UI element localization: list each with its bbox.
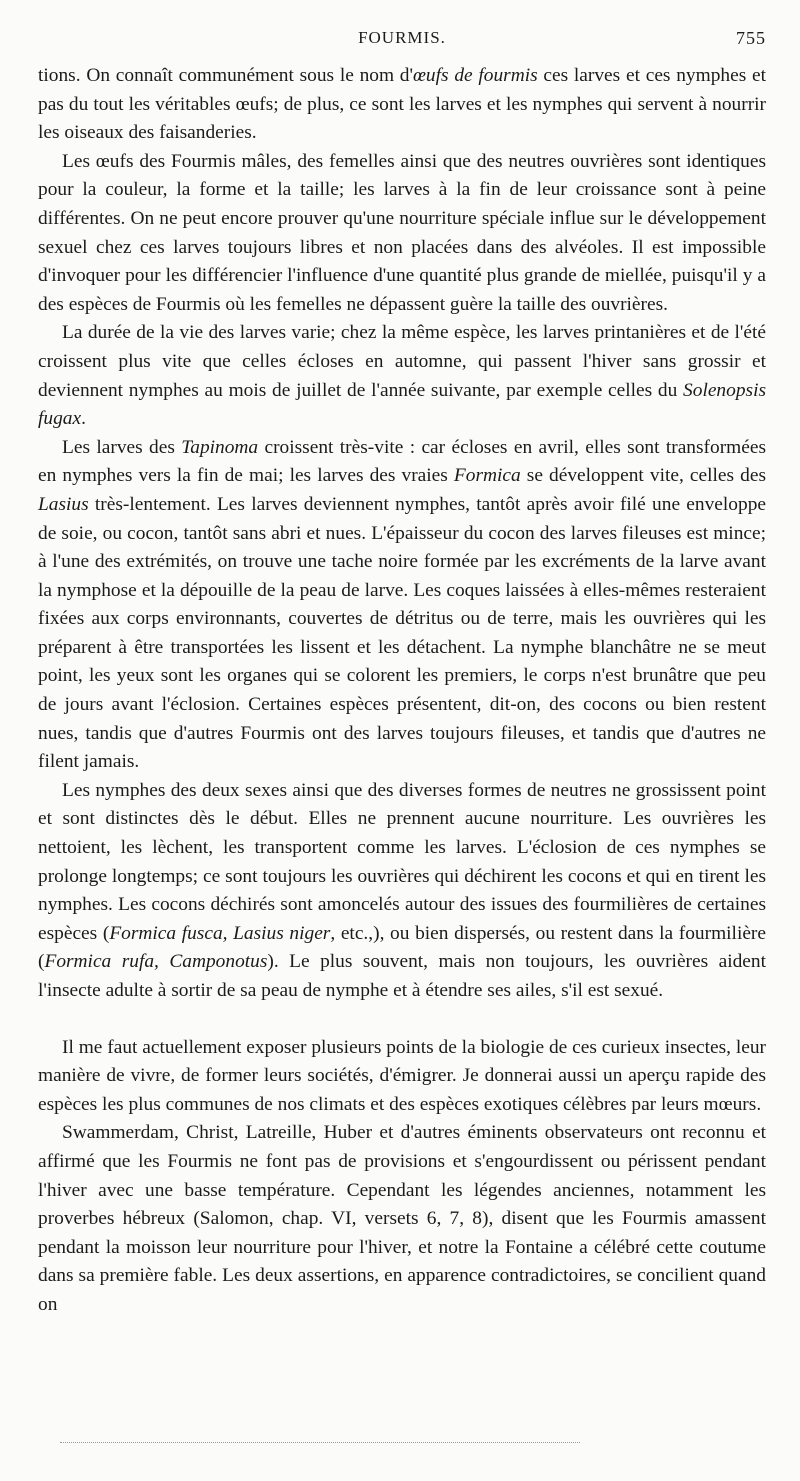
text-run: croissent très-vite : car écloses en avril, elles sont transformées en nymphes vers la fin de mai; les larves des vraies: [38, 436, 767, 487]
text-run: Les larves des: [62, 436, 182, 458]
document-page: [38, 28, 766, 1320]
body-text: [38, 62, 766, 1320]
running-title: FOURMIS.: [358, 28, 446, 47]
text-run: Les nymphes des deux sexes ainsi que des diverses formes de neutres ne grossissent point et sont distinctes dès le début. Elles ne prennent aucune nourriture. Les ouvrières les nettoient, les lèchent, les transportent comme les larves. L'éclosion de ces nymphes se prolonge longtemps; ce sont toujours les ouvrières qui déchirent les cocons et qui en tirent les nymphes. Les cocons déchirés sont amoncelés autour des issues des fourmilières de certaines espèces (: [38, 779, 766, 944]
italic-term: Lasius: [38, 493, 89, 515]
text-run: , etc.,), ou bien dispersés, ou restent dans la fourmilière (: [38, 922, 766, 973]
paragraph: [38, 777, 766, 1006]
italic-term: Formica: [453, 465, 521, 487]
paragraph: [38, 1119, 766, 1319]
italic-term: Solenopsis fugax: [38, 379, 766, 430]
text-run: Swammerdam, Christ, Latreille, Huber et d'autres éminents observateurs ont reconnu et affirmé que les Fourmis ne font pas de provisions et s'engourdissent ou périssent pendant l'hiver avec une basse température. Cependant les légendes anciennes, notamment les proverbes hébreux (Salomon, chap. VI, versets 6, 7, 8), disent que les Fourmis amassent pendant la moisson leur nourriture pour l'hiver, et notre la Fontaine a célébré cette coutume dans sa première fable. Les deux assertions, en apparence contradictoires, se concilient quand on: [38, 1122, 766, 1315]
italic-term: Formica rufa, Camponotus: [44, 951, 268, 973]
footer-divider: [60, 1442, 580, 1443]
italic-term: Tapinoma: [181, 436, 259, 458]
text-run: ). Le plus souvent, mais non toujours, les ouvrières aident l'insecte adulte à sortir de sa peau de nymphe et à étendre ses ailes, s'il est sexué.: [38, 951, 766, 1001]
paragraph: [38, 434, 766, 777]
paragraph: [38, 1034, 766, 1120]
paragraph: [38, 319, 766, 433]
page-number: 755: [736, 28, 766, 48]
paragraph: [38, 148, 766, 320]
italic-term: œufs de fourmis: [413, 65, 538, 86]
italic-term: Formica fusca, Lasius niger: [109, 922, 331, 944]
text-run: Les œufs des Fourmis mâles, des femelles ainsi que des neutres ouvrières sont identiques pour la couleur, la forme et la taille; les larves à la fin de leur croissance sont à peine différentes. On ne peut encore prouver qu'une nourriture spéciale influe sur le développement sexuel chez ces larves toujours libres et non placées dans des alvéoles. Il est impossible d'invoquer pour les différencier l'influence d'une quantité plus grande de miellée, puisqu'il y a des espèces de Fourmis où les femelles ne dépassent guère la taille des ouvrières.: [38, 150, 766, 315]
text-run: se développent vite, celles des: [520, 465, 766, 487]
text-run: tions. On connaît communément sous le nom d': [38, 65, 413, 86]
text-run: très-lentement. Les larves deviennent nymphes, tantôt après avoir filé une enveloppe de soie, ou cocon, tantôt sans abri et nues. L'épaisseur du cocon des larves fileuses est mince; à l'une des extrémités, on trouve une tache noire formée par les excréments de la larve avant la nymphose et la dépouille de la peau de larve. Les coques laissées à elles-mêmes resteraient fixées aux corps environnants, couvertes de détritus ou de terre, mais les ouvrières qui les préparent à être transportées les lissent et les détachent. La nymphe blanchâtre ne se meut point, les yeux sont les organes qui se colorent les premiers, le corps n'est brunâtre que peu de jours avant l'éclosion. Certaines espèces présentent, dit-on, des cocons ou bien restent nues, tandis que d'autres Fourmis ont des larves toujours fileuses, et tandis que d'autres ne filent jamais.: [38, 493, 766, 773]
text-run: La durée de la vie des larves varie; chez la même espèce, les larves printanières et de l'été croissent plus vite que celles écloses en automne, qui passent l'hiver sans grossir et deviennent nymphes au mois de juillet de l'année suivante, par exemple celles du: [38, 322, 766, 401]
text-run: Il me faut actuellement exposer plusieurs points de la biologie de ces curieux insectes, leur manière de vivre, de former leurs sociétés, d'émigrer. Je donnerai aussi un aperçu rapide des espèces les plus communes de nos climats et des espèces exotiques célèbres par leurs mœurs.: [38, 1036, 766, 1115]
text-run: .: [81, 408, 86, 430]
page-header: [38, 28, 766, 62]
paragraph: [38, 62, 766, 148]
text-run: ces larves et ces nymphes et pas du tout les véritables œufs; de plus, ce sont les larves et les nymphes qui servent à nourrir les oiseaux des faisanderies.: [38, 65, 766, 144]
